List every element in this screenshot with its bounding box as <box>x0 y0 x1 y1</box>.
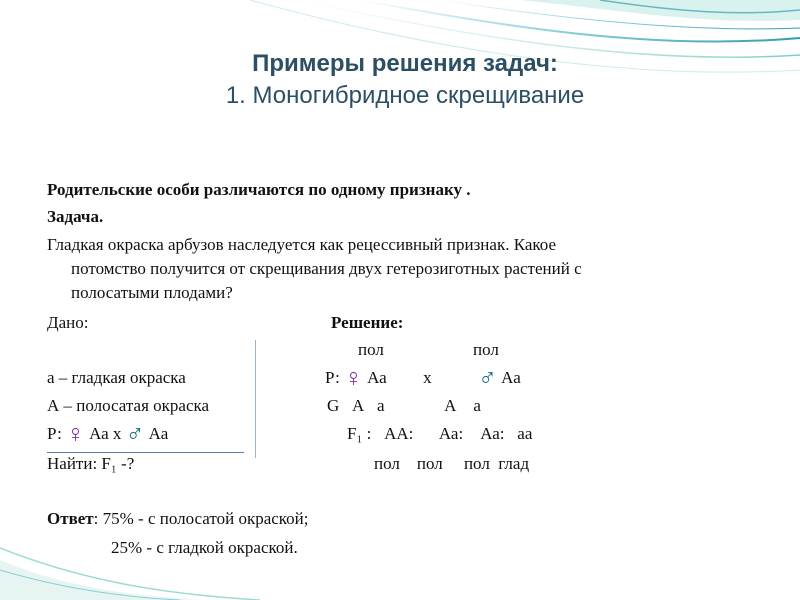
given-p-label: Р: <box>47 424 62 443</box>
given-divider-horizontal <box>47 452 244 453</box>
phenotype-top-2: пол <box>473 340 499 359</box>
solution-gametes-row: G А а А а <box>327 396 481 415</box>
task-text-line-1: Гладкая окраска арбузов наследуется как рецессивный признак. Какое <box>47 235 557 254</box>
solution-parents-row <box>325 365 521 392</box>
answer-label: Ответ <box>47 509 94 528</box>
solution-label: Решение: <box>331 313 404 332</box>
task-label: Задача. <box>47 207 104 226</box>
find-text: Найти: F₁ -? <box>47 454 135 473</box>
female-symbol-icon: ♀ <box>344 365 363 392</box>
phenotype-top-1: пол <box>358 340 384 359</box>
solution-p-label: Р: <box>325 368 340 387</box>
male-symbol-icon: ♂ <box>125 421 145 448</box>
solution-p-genotype-2: Аа <box>501 368 521 387</box>
male-symbol-icon: ♂ <box>478 365 497 392</box>
solution-f1-phenotypes: пол пол пол глад <box>374 454 530 473</box>
solution-cross-sign: х <box>423 368 432 387</box>
solution-f1-row: F₁ : АА: Аа: Аа: аа <box>347 424 533 443</box>
intro-text: Родительские особи различаются по одному признаку . <box>47 180 471 199</box>
title-line-1: Примеры решения задач: <box>252 50 558 77</box>
female-symbol-icon: ♀ <box>66 421 85 448</box>
task-text-line-3: полосатыми плодами? <box>71 283 233 302</box>
given-A-definition: А – полосатая окраска <box>47 396 210 415</box>
given-p-genotype-1: Аа х <box>89 424 122 443</box>
given-a-definition: а – гладкая окраска <box>47 368 186 387</box>
answer-line-2: 25% - с гладкой окраской. <box>111 538 298 557</box>
task-text-line-2: потомство получится от скрещивания двух гетерозиготных растений с <box>71 259 582 278</box>
given-parents-row <box>47 421 169 448</box>
solution-p-genotype-1: Аа <box>367 368 387 387</box>
given-label: Дано: <box>47 313 89 332</box>
answer-text-1: : 75% - с полосатой окраской; <box>93 509 309 528</box>
answer-line-1 <box>47 509 309 529</box>
slide-title <box>0 50 800 110</box>
title-line-2: 1. Моногибридное скрещивание <box>225 82 585 109</box>
given-divider-vertical <box>255 340 256 458</box>
given-p-genotype-2: Аа <box>148 424 169 443</box>
